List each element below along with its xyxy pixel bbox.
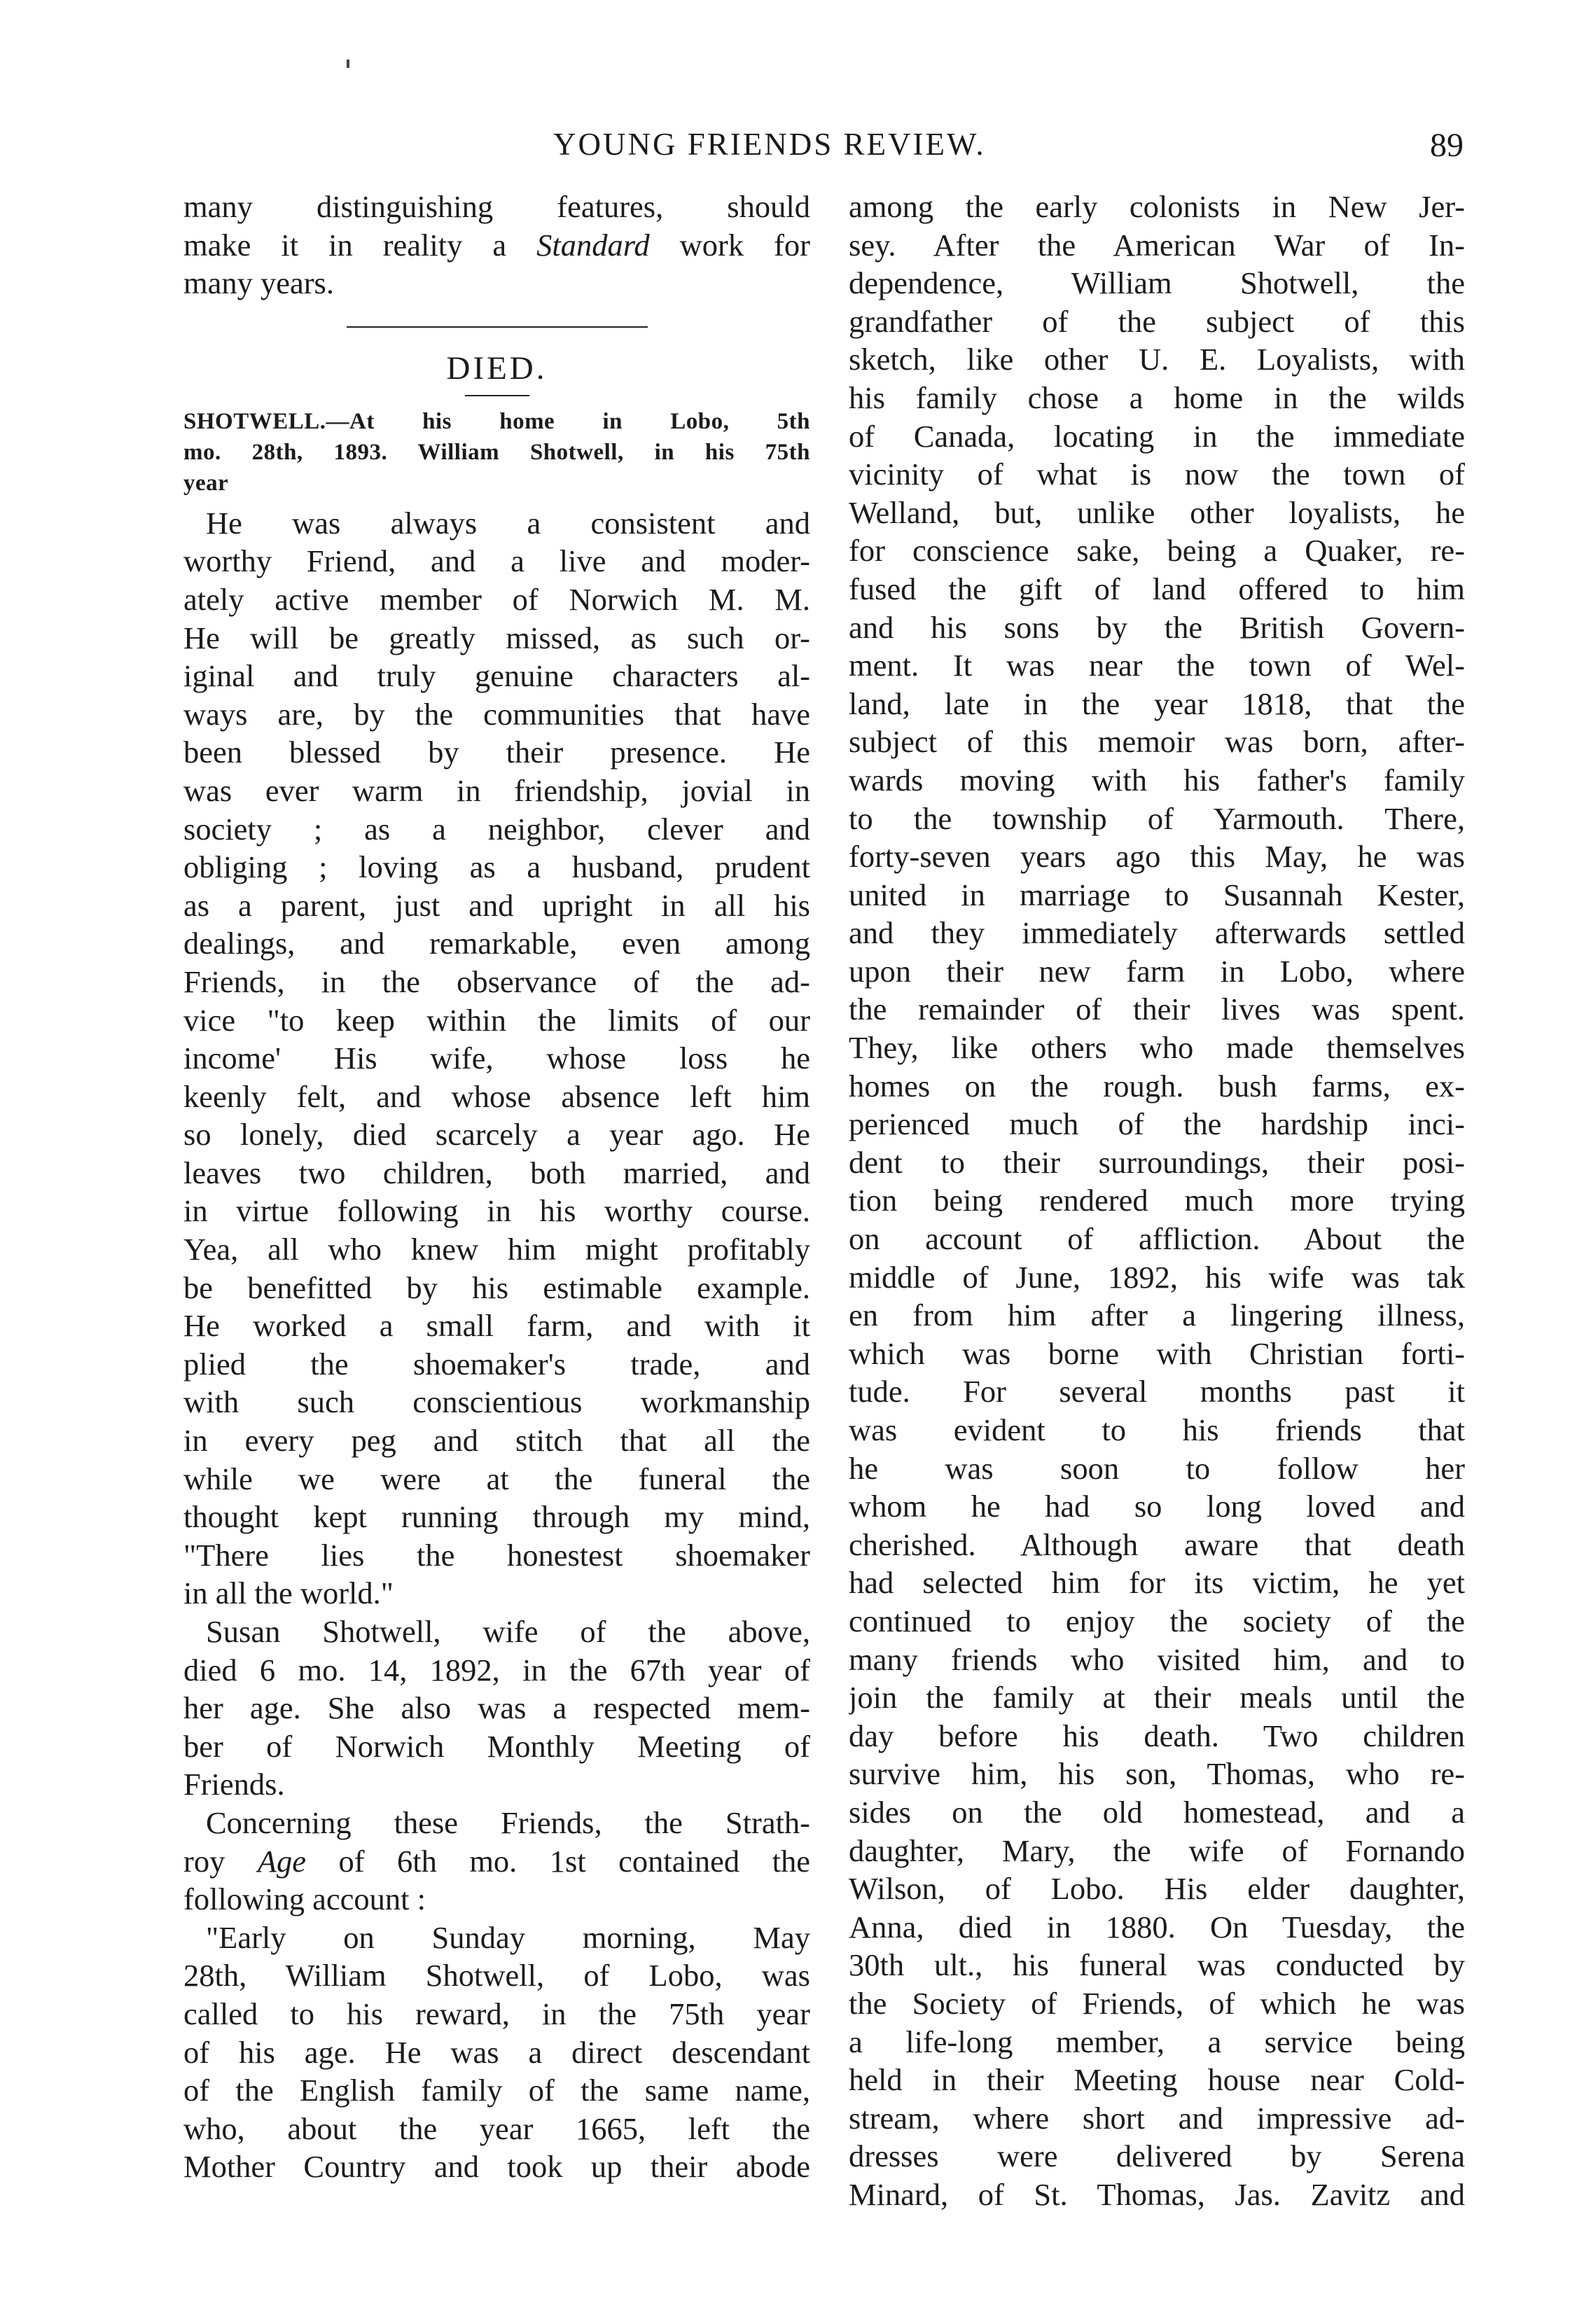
text-line: keenly felt, and whose absence left him (183, 1078, 810, 1114)
page-number: 89 (1430, 127, 1464, 164)
text-line: They, like others who made themselves (849, 1030, 1465, 1066)
text-line: been blessed by their presence. He (183, 735, 810, 770)
text-line: vicinity of what is now the town of (849, 457, 1465, 492)
text-line: wards moving with his father's family (849, 762, 1465, 798)
text-line: to the township of Yarmouth. There, (849, 800, 1465, 836)
text-line: make it in reality a Standard work for (183, 227, 810, 263)
text-line: sides on the old homestead, and a (849, 1794, 1465, 1830)
text-line: sey. After the American War of In- (849, 227, 1465, 263)
text-line: He worked a small farm, and with it (183, 1308, 810, 1344)
text-line: iginal and truly genuine characters al- (183, 658, 810, 694)
text-line: daughter, Mary, the wife of Fornando (849, 1832, 1465, 1868)
obituary-paragraph-2 (183, 1613, 810, 1804)
text-line: He will be greatly missed, as such or- (183, 620, 810, 655)
text-line: a life-long member, a service being (849, 2024, 1465, 2059)
obituary-paragraph-1 (183, 504, 810, 1613)
text-line: of the English family of the same name, (183, 2073, 810, 2108)
text-line: was evident to his friends that (849, 1412, 1465, 1447)
continued-account (849, 188, 1465, 2213)
text-line: ways are, by the communities that have (183, 696, 810, 732)
text-line: his family chose a home in the wilds (849, 380, 1465, 415)
text-line: society ; as a neighbor, clever and (183, 811, 810, 847)
right-column (849, 188, 1465, 2213)
text-line: grandfather of the subject of this (849, 303, 1465, 339)
text-line: Wilson, of Lobo. His elder daughter, (849, 1871, 1465, 1907)
text-line: held in their Meeting house near Cold- (849, 2062, 1465, 2098)
text-line: Yea, all who knew him might profitably (183, 1232, 810, 1267)
section-divider (347, 326, 648, 328)
text-line: who, about the year 1665, left the (183, 2110, 810, 2146)
text-line: Welland, but, unlike other loyalists, he (849, 494, 1465, 530)
text-line: so lonely, died scarcely a year ago. He (183, 1117, 810, 1153)
text-line: of his age. He was a direct descendant (183, 2034, 810, 2070)
text-line: continued to enjoy the society of the (849, 1603, 1465, 1638)
text-line: vice "to keep within the limits of our (183, 1002, 810, 1038)
text-line: and they immediately afterwards settled (849, 915, 1465, 951)
text-line: perienced much of the hardship inci- (849, 1106, 1465, 1142)
text-line: fused the gift of land offered to him (849, 571, 1465, 606)
intro-paragraph (183, 188, 810, 302)
text-line: tude. For several months past it (849, 1374, 1465, 1410)
text-line: income' His wife, whose loss he (183, 1041, 810, 1076)
text-line: many friends who visited him, and to (849, 1641, 1465, 1677)
obituary-notice (183, 406, 810, 499)
text-line: with such conscientious workmanship (183, 1384, 810, 1420)
text-line: ately active member of Norwich M. M. (183, 581, 810, 617)
text-line: obliging ; loving as a husband, prudent (183, 849, 810, 885)
text-line: dent to their surroundings, their posi- (849, 1144, 1465, 1180)
text-line: subject of this memoir was born, after- (849, 724, 1465, 760)
heading-underline (465, 395, 529, 396)
left-column (183, 188, 810, 2186)
text-line: plied the shoemaker's trade, and (183, 1346, 810, 1382)
text-line: dealings, and remarkable, even among (183, 926, 810, 961)
text-line: died 6 mo. 14, 1892, in the 67th year of (183, 1652, 810, 1688)
text-line: en from him after a lingering illness, (849, 1297, 1465, 1333)
text-line: which was borne with Christian forti- (849, 1335, 1465, 1371)
text-line: homes on the rough. bush farms, ex- (849, 1068, 1465, 1104)
text-line: dependence, William Shotwell, the (849, 265, 1465, 301)
text-line: land, late in the year 1818, that the (849, 686, 1465, 721)
text-line: tion being rendered much more trying (849, 1183, 1465, 1218)
text-line: upon their new farm in Lobo, where (849, 953, 1465, 989)
text-line: in all the world." (183, 1575, 394, 1611)
text-line: many years. (183, 265, 335, 301)
text-line: of Canada, locating in the immediate (849, 418, 1465, 454)
text-line: leaves two children, both married, and (183, 1155, 810, 1190)
text-line: called to his reward, in the 75th year (183, 1996, 810, 2031)
text-line: as a parent, just and upright in all his (183, 887, 810, 923)
text-line: sketch, like other U. E. Loyalists, with (849, 342, 1465, 377)
notice-line: mo. 28th, 1893. William Shotwell, in his 75th (183, 439, 810, 465)
notice-line: SHOTWELL.—At his home in Lobo, 5th (183, 408, 810, 434)
text-line: the remainder of their lives was spent. (849, 991, 1465, 1027)
text-line: whom he had so long loved and (849, 1489, 1465, 1524)
text-line: survive him, his son, Thomas, who re- (849, 1756, 1465, 1792)
section-heading: DIED. (446, 349, 548, 387)
text-line: following account : (183, 1881, 426, 1917)
text-line: "Early on Sunday morning, May (206, 1919, 810, 1955)
text-line: 28th, William Shotwell, of Lobo, was (183, 1958, 810, 1994)
text-line: the Society of Friends, of which he was (849, 1985, 1465, 2021)
page-header (175, 126, 1464, 175)
text-line: ber of Norwich Monthly Meeting of (183, 1728, 810, 1764)
text-line: be benefitted by his estimable example. (183, 1269, 810, 1305)
text-line: thought kept running through my mind, (183, 1499, 810, 1535)
text-line: stream, where short and impressive ad- (849, 2100, 1465, 2136)
text-line: 30th ult., his funeral was conducted by (849, 1947, 1465, 1983)
text-line: Friends, in the observance of the ad- (183, 963, 810, 999)
text-line: many distinguishing features, should (183, 189, 810, 224)
notice-line: year (183, 470, 229, 496)
text-line: ment. It was near the town of Wel- (849, 648, 1465, 683)
text-line: among the early colonists in New Jer- (849, 189, 1465, 224)
text-line: Concerning these Friends, the Strath- (206, 1804, 810, 1840)
text-line: had selected him for its victim, he yet (849, 1565, 1465, 1601)
text-line: he was soon to follow her (849, 1450, 1465, 1486)
text-line: "There lies the honestest shoemaker (183, 1537, 810, 1573)
text-line: join the family at their meals until the (849, 1680, 1465, 1716)
text-line: Susan Shotwell, wife of the above, (206, 1614, 810, 1649)
text-line: day before his death. Two children (849, 1718, 1465, 1753)
print-speck (347, 60, 349, 68)
text-line: cherished. Although aware that death (849, 1526, 1465, 1562)
text-line: in virtue following in his worthy course. (183, 1193, 810, 1229)
text-line: Minard, of St. Thomas, Jas. Zavitz and (849, 2176, 1465, 2212)
text-line: dresses were delivered by Serena (849, 2138, 1465, 2174)
italic-word: Standard (536, 227, 650, 263)
text-line: united in marriage to Susannah Kester, (849, 877, 1465, 912)
running-title: YOUNG FRIENDS REVIEW. (553, 127, 986, 162)
text-line: in every peg and stitch that all the (183, 1423, 810, 1459)
text-line: Friends. (183, 1767, 285, 1802)
text-line: Mother Country and took up their abode (183, 2149, 810, 2185)
text-line: roy Age of 6th mo. 1st contained the (183, 1843, 810, 1879)
text-line: middle of June, 1892, his wife was tak (849, 1259, 1465, 1295)
text-line: worthy Friend, and a live and moder- (183, 543, 810, 579)
text-line: forty-seven years ago this May, he was (849, 839, 1465, 875)
text-line: Anna, died in 1880. On Tuesday, the (849, 1909, 1465, 1944)
obituary-paragraph-4 (183, 1919, 810, 2186)
text-line: was ever warm in friendship, jovial in (183, 772, 810, 808)
text-line: on account of affliction. About the (849, 1221, 1465, 1257)
obituary-paragraph-3 (183, 1804, 810, 1919)
text-line: and his sons by the British Govern- (849, 609, 1465, 645)
italic-word: Age (257, 1843, 306, 1879)
text-line: her age. She also was a respected mem- (183, 1690, 810, 1726)
text-line: He was always a consistent and (206, 505, 810, 541)
text-line: while we were at the funeral the (183, 1461, 810, 1496)
text-line: for conscience sake, being a Quaker, re- (849, 533, 1465, 569)
